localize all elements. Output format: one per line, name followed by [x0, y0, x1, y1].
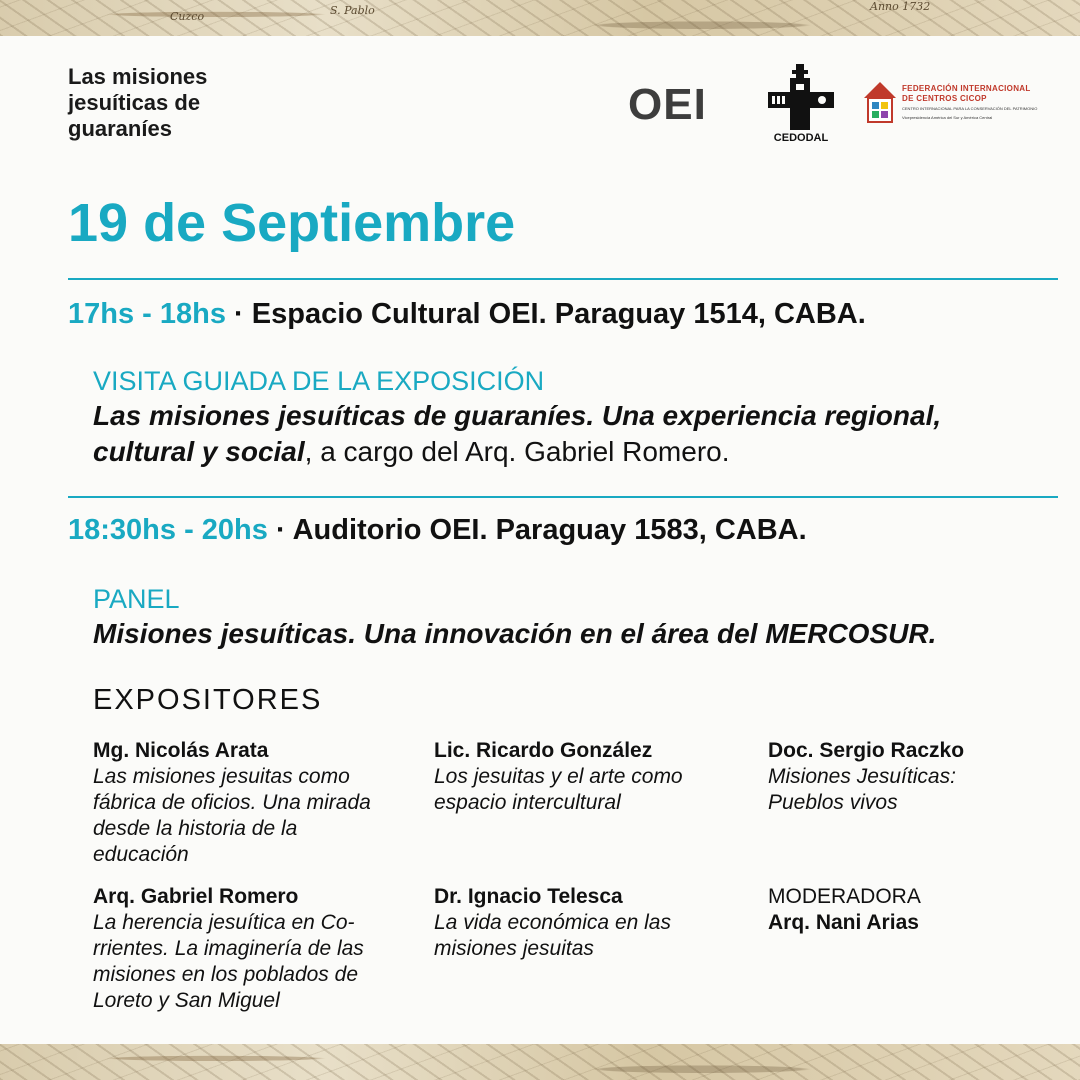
event-time: 17hs - 18hs	[68, 298, 226, 330]
speaker-card	[93, 738, 403, 868]
moderator-name: Arq. Nani Arias	[768, 911, 919, 934]
separator: ·	[225, 298, 252, 330]
map-label: Anno 1732	[870, 0, 931, 13]
map-label: Cuzco	[170, 10, 205, 23]
moderator-role: MODERADORA	[768, 885, 921, 908]
event-slot-1	[68, 298, 866, 331]
speaker-card	[93, 884, 403, 1014]
speaker-talk: Las misiones jesuitas como fábrica de oficios. Una mirada desde la historia de la educación	[93, 765, 371, 866]
page-title: Las misiones jesuíticas de guaraníes	[68, 64, 208, 141]
cicop-subtitle: CENTRO INTERNACIONAL PARA LA CONSERVACIÓN DEL PATRIMONIO	[902, 106, 1038, 111]
speaker-talk: La herencia jesuítica en Co-rrientes. La imaginería de las misiones en los poblados de Loreto y San Miguel	[93, 911, 364, 1012]
map-label: S. Pablo	[330, 4, 375, 17]
map-background-top	[0, 0, 1080, 36]
event-place: Espacio Cultural OEI. Paraguay 1514, CABA.	[251, 298, 866, 330]
event-time: 18:30hs - 20hs	[68, 514, 268, 546]
cicop-name: DE CENTROS CICOP	[902, 94, 987, 103]
event-date: 19 de Septiembre	[68, 193, 516, 253]
cicop-logo	[862, 80, 1040, 126]
event-type: PANEL	[93, 584, 180, 614]
moderator-card	[768, 884, 1078, 936]
map-background-bottom	[0, 1044, 1080, 1080]
cedodal-logo	[766, 64, 836, 144]
event-description	[93, 616, 1053, 652]
speaker-card	[434, 738, 744, 816]
event-title: Las misiones jesuíticas de guaraníes. Una experiencia regional, cultural y social	[93, 400, 942, 467]
separator: ·	[267, 514, 293, 546]
speaker-card	[768, 738, 1078, 816]
speaker-name: Doc. Sergio Raczko	[768, 739, 965, 762]
event-title: Misiones jesuíticas. Una innovación en el área del MERCOSUR.	[93, 618, 937, 649]
event-type: VISITA GUIADA DE LA EXPOSICIÓN	[93, 366, 545, 396]
divider	[68, 496, 1058, 498]
cicop-name: FEDERACIÓN INTERNACIONAL	[902, 84, 1031, 93]
speaker-name: Lic. Ricardo González	[434, 739, 653, 762]
cicop-emblem-icon	[862, 80, 898, 126]
speaker-talk: Los jesuitas y el arte como espacio intercultural	[434, 765, 683, 814]
oei-logo: OEI	[628, 80, 707, 129]
event-slot-2	[68, 514, 807, 547]
event-description	[93, 398, 993, 470]
event-place: Auditorio OEI. Paraguay 1583, CABA.	[292, 514, 807, 546]
cedodal-label: CEDODAL	[773, 132, 829, 144]
speaker-name: Mg. Nicolás Arata	[93, 739, 269, 762]
speaker-talk: Misiones Jesuíticas: Pueblos vivos	[768, 765, 956, 814]
speaker-card	[434, 884, 744, 962]
content-panel	[0, 36, 1080, 1044]
expositores-heading: EXPOSITORES	[93, 684, 323, 716]
speaker-name: Dr. Ignacio Telesca	[434, 885, 623, 908]
speaker-talk: La vida económica en las misiones jesuitas	[434, 911, 671, 960]
speaker-name: Arq. Gabriel Romero	[93, 885, 299, 908]
event-suffix: , a cargo del Arq. Gabriel Romero.	[304, 436, 730, 467]
church-icon	[766, 64, 836, 130]
divider	[68, 278, 1058, 280]
cicop-subtitle: Vicepresidencia América del Sur y América Central	[902, 115, 993, 120]
